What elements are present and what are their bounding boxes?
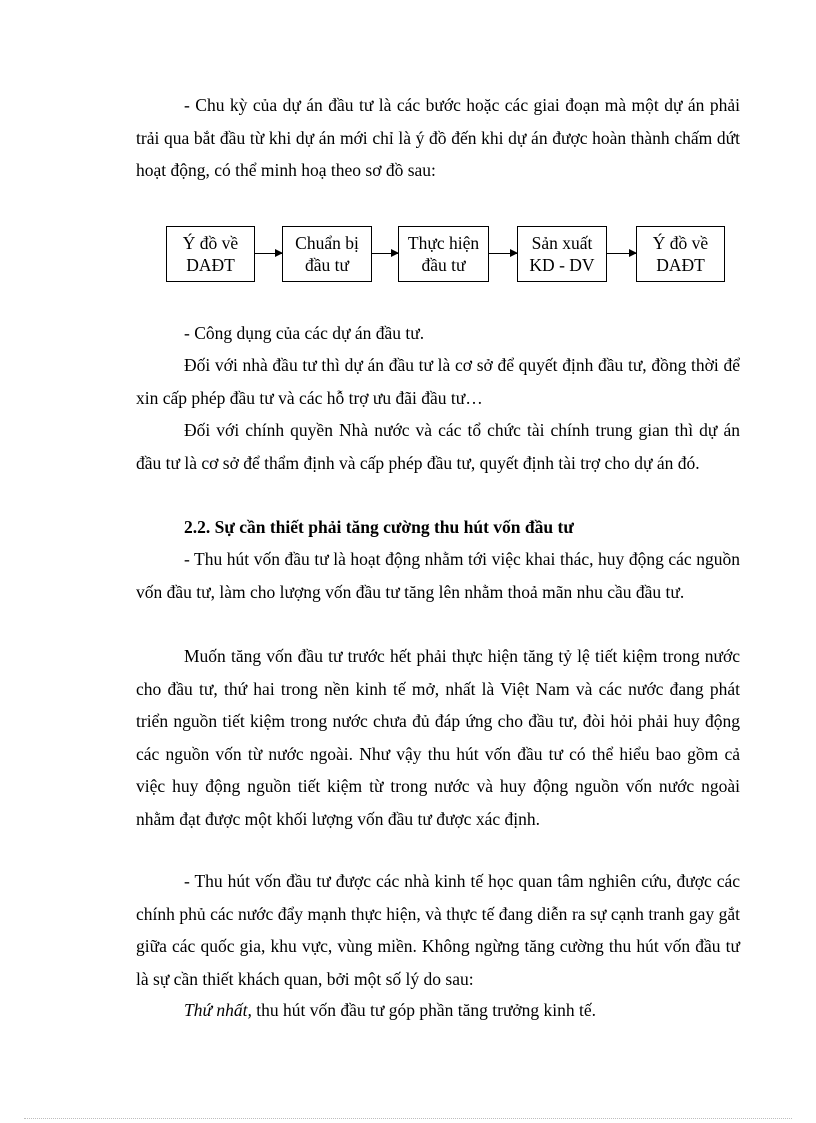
diagram-box-idea-line1: Ý đồ về: [182, 233, 239, 253]
paragraph-economists: - Thu hút vốn đầu tư được các nhà kinh tế học quan tâm nghiên cứu, được các chính phủ các nước đẩy mạnh thực hiện, và thực tế đang diễn ra sự cạnh tranh gay gắt giữa các quốc gia, khu vực, vùng miền. Không ngừng tăng cường thu hút vốn đầu tư là sự cần thiết khách quan, bởi một số lý do sau:: [136, 871, 740, 989]
section-heading: 2.2. Sự cần thiết phải tăng cường thu hút vốn đầu tư: [184, 517, 574, 537]
paragraph-government: Đối với chính quyền Nhà nước và các tổ chức tài chính trung gian thì dự án đầu tư là cơ sở để thẩm định và cấp phép đầu tư, quyết định tài trợ cho dự án đó.: [136, 420, 740, 473]
diagram-arrow-1: [255, 253, 282, 254]
diagram-box-idea-next: [636, 226, 725, 282]
diagram-box-implementation-line1: Thực hiện: [407, 233, 480, 253]
first-reason-label: Thứ nhất,: [184, 1000, 252, 1020]
diagram-arrow-3: [489, 253, 517, 254]
diagram-box-preparation-line2: đầu tư: [305, 255, 349, 275]
diagram-box-idea-next-line1: Ý đồ về: [652, 233, 709, 253]
diagram-box-preparation-line1: Chuẩn bị: [295, 233, 359, 253]
diagram-box-idea-line2: DAĐT: [186, 255, 235, 275]
paragraph-investor: Đối với nhà đầu tư thì dự án đầu tư là cơ sở để quyết định đầu tư, đồng thời để xin cấp phép đầu tư và các hỗ trợ ưu đãi đầu tư…: [136, 355, 740, 408]
diagram-box-implementation-line2: đầu tư: [421, 255, 466, 275]
diagram-box-production: [517, 226, 607, 282]
project-cycle-diagram: [166, 226, 726, 284]
diagram-box-production-line2: KD - DV: [529, 255, 595, 275]
diagram-box-preparation: [282, 226, 372, 282]
diagram-box-production-line1: Sản xuất: [531, 233, 593, 253]
diagram-arrow-2: [372, 253, 398, 254]
paragraph-attraction-definition: - Thu hút vốn đầu tư là hoạt động nhằm tới việc khai thác, huy động các nguồn vốn đầu tư, làm cho lượng vốn đầu tư tăng lên nhằm thoả mãn nhu cầu đầu tư.: [136, 549, 740, 602]
diagram-box-idea: [166, 226, 255, 282]
paragraph-project-cycle: - Chu kỳ của dự án đầu tư là các bước hoặc các giai đoạn mà một dự án phải trải qua bắt đầu từ khi dự án mới chỉ là ý đồ đến khi dự án được hoàn thành chấm dứt hoạt động, có thể minh hoạ theo sơ đồ sau:: [136, 95, 740, 180]
paragraph-first-reason: [136, 994, 740, 1027]
paragraph-project-uses: - Công dụng của các dự án đầu tư.: [184, 323, 425, 343]
first-reason-text: thu hút vốn đầu tư góp phần tăng trưởng kinh tế.: [251, 1000, 597, 1020]
diagram-arrow-4: [607, 253, 636, 254]
footer-dotted-line: [24, 1118, 792, 1119]
diagram-box-idea-next-line2: DAĐT: [656, 255, 705, 275]
diagram-box-implementation: [398, 226, 489, 282]
paragraph-increase-capital: Muốn tăng vốn đầu tư trước hết phải thực hiện tăng tỷ lệ tiết kiệm trong nước cho đầu tư, thứ hai trong nền kinh tế mở, nhất là Việt Nam và các nước đang phát triển nguồn tiết kiệm trong nước chưa đủ đáp ứng cho đầu tư, đòi hỏi phải huy động các nguồn vốn từ nước ngoài. Như vậy thu hút vốn đầu tư có thể hiểu bao gồm cả việc huy động nguồn tiết kiệm từ trong nước và huy động nguồn vốn nước ngoài nhằm đạt được một khối lượng vốn đầu tư được xác định.: [136, 646, 740, 829]
